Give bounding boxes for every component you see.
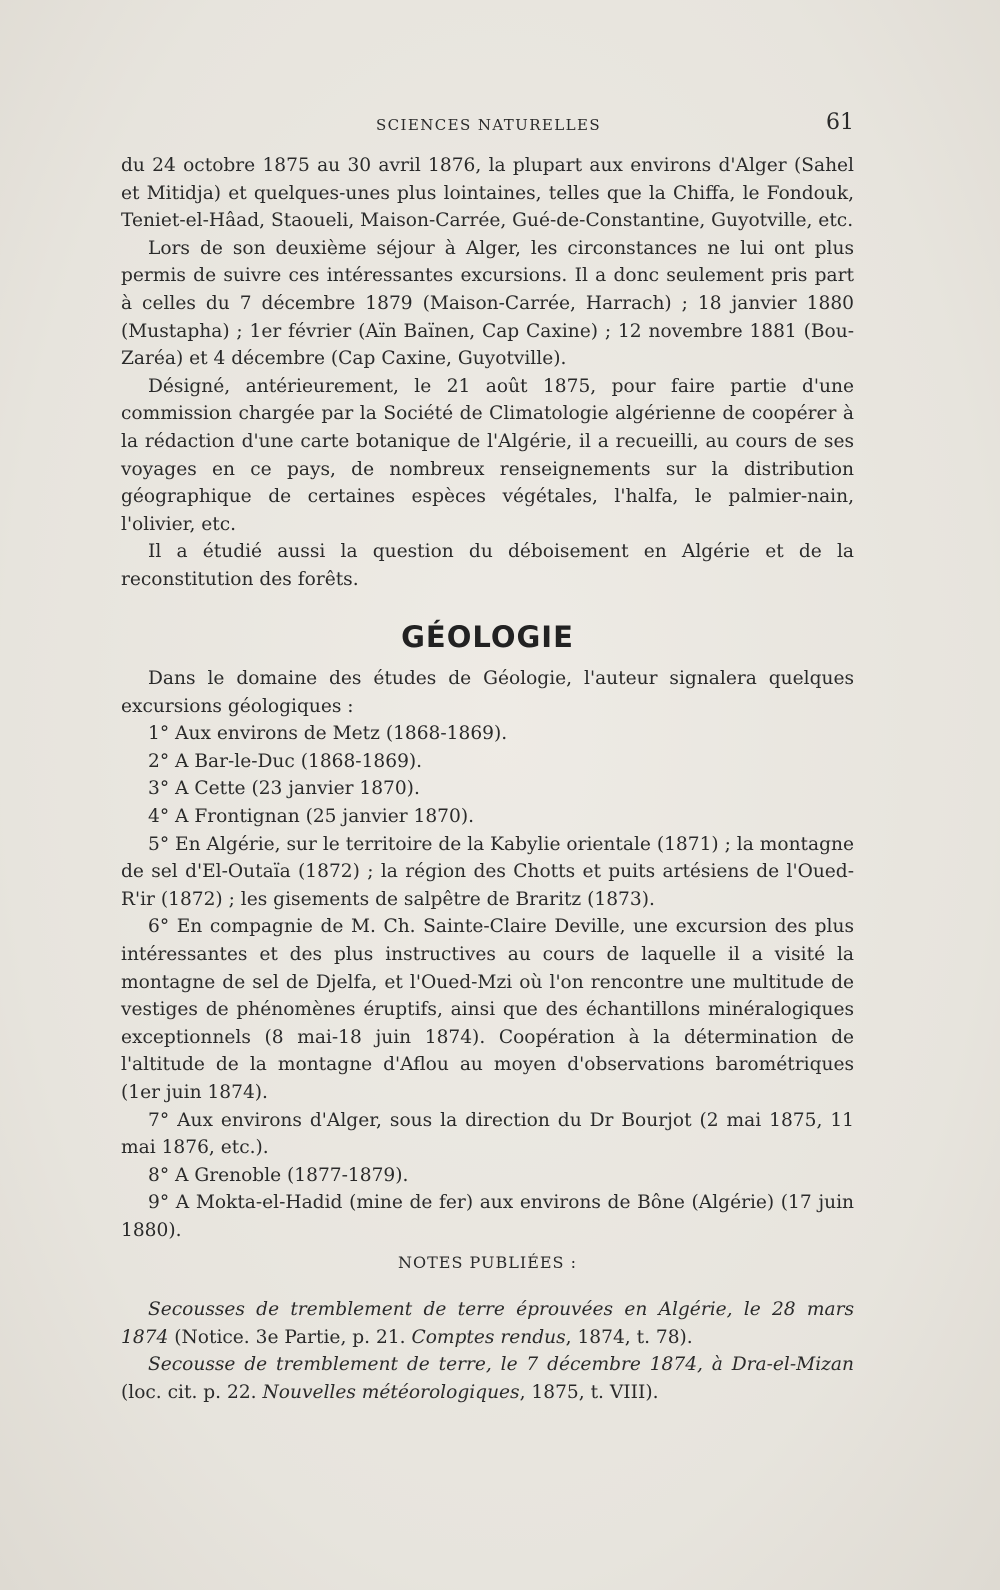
list-item: 8° A Grenoble (1877-1879).: [148, 1164, 409, 1186]
note-entry: [121, 1296, 854, 1351]
list-item: 2° A Bar-le-Duc (1868-1869).: [148, 750, 423, 772]
paragraph-botanical-map: Désigné, antérieurement, le 21 août 1875, pour faire partie d'une commission chargée par la Société de Climatologie algérienne de coopérer à la rédaction d'une carte botanique de l'Algérie, il a recueilli, au cours de ses voyages en ce pays, de nombreux renseignements sur la distribution géographique de certaines espèces végétales, l'halfa, le palmier-nain, l'olivier, etc.: [121, 375, 854, 535]
note-title: Secousse de tremblement de terre, le 7 décembre 1874, à Dra-el-Mizan: [148, 1354, 854, 1376]
note-reference-end: , 1874, t. 78).: [565, 1326, 693, 1348]
notes-heading: NOTES PUBLIÉES :: [398, 1252, 577, 1272]
paragraph-second-stay: Lors de son deuxième séjour à Alger, les circonstances ne lui ont plus permis de suivre ces intéressantes excursions. Il a donc seulement pris part à celles du 7 décembre 1879 (Maison-Carrée, Harrach) ; 18 janvier 1880 (Mustapha) ; 1er février (Aïn Baïnen, Cap Caxine) ; 12 novembre 1881 (Bou-Zaréa) et 4 décembre (Cap Caxine, Guyotville).: [121, 237, 854, 370]
geology-intro: Dans le domaine des études de Géologie, l'auteur signalera quelques excursions géologiques :: [121, 668, 854, 717]
list-item: 4° A Frontignan (25 janvier 1870).: [148, 806, 474, 828]
list-item: 3° A Cette (23 janvier 1870).: [148, 778, 420, 800]
running-title: SCIENCES NATURELLES: [376, 116, 601, 134]
list-item: 9° A Mokta-el-Hadid (mine de fer) aux environs de Bône (Algérie) (17 juin 1880).: [121, 1192, 854, 1241]
note-reference-end: , 1875, t. VIII).: [519, 1381, 659, 1403]
paragraph-continued: du 24 octobre 1875 au 30 avril 1876, la plupart aux environs d'Alger (Sahel et Mitidja) et quelques-unes plus lointaines, telles que la Chiffa, le Fondouk, Teniet-el-Hâad, Staoueli, Maison-Carrée, Gué-de-Constantine, Guyotville, etc.: [121, 155, 854, 232]
note-journal: Comptes rendus: [411, 1326, 566, 1348]
running-head: [0, 110, 1000, 140]
list-item: 7° Aux environs d'Alger, sous la direction du Dr Bourjot (2 mai 1875, 11 mai 1876, etc.).: [121, 1109, 854, 1159]
note-reference: (Notice. 3e Partie, p. 21.: [174, 1326, 412, 1348]
note-entry: [121, 1351, 854, 1406]
page-number: 61: [826, 110, 854, 135]
note-title: Secousses de tremblement de terre éprouvées en Algérie, le 28 mars 1874: [121, 1299, 854, 1348]
section-title: GÉOLOGIE: [401, 619, 574, 654]
list-item: 1° Aux environs de Metz (1868-1869).: [148, 723, 508, 745]
list-item: 5° En Algérie, sur le territoire de la Kabylie orientale (1871) ; la montagne de sel d'El-Outaïa (1872) ; la région des Chotts et puits artésiens de l'Oued-R'ir (1872) ; les gisements de salpêtre de Braritz (1873).: [121, 833, 854, 910]
list-item: 6° En compagnie de M. Ch. Sainte-Claire Deville, une excursion des plus intéressantes et des plus instructives au cours de laquelle il a visité la montagne de sel de Djelfa, et l'Oued-Mzi où l'on rencontre une multitude de vestiges de phénomènes éruptifs, ainsi que des échantillons minéralogiques exceptionnels (8 mai-18 juin 1874). Coopération à la détermination de l'altitude de la montagne d'Aflou au moyen d'observations barométriques (1er juin 1874).: [121, 916, 854, 1103]
paragraph-deforestation: Il a étudié aussi la question du déboisement en Algérie et de la reconstitution des forêts.: [121, 541, 854, 590]
body-text: [121, 152, 854, 1407]
note-journal: Nouvelles météorologiques: [262, 1381, 520, 1403]
note-reference: (loc. cit. p. 22.: [121, 1381, 263, 1403]
